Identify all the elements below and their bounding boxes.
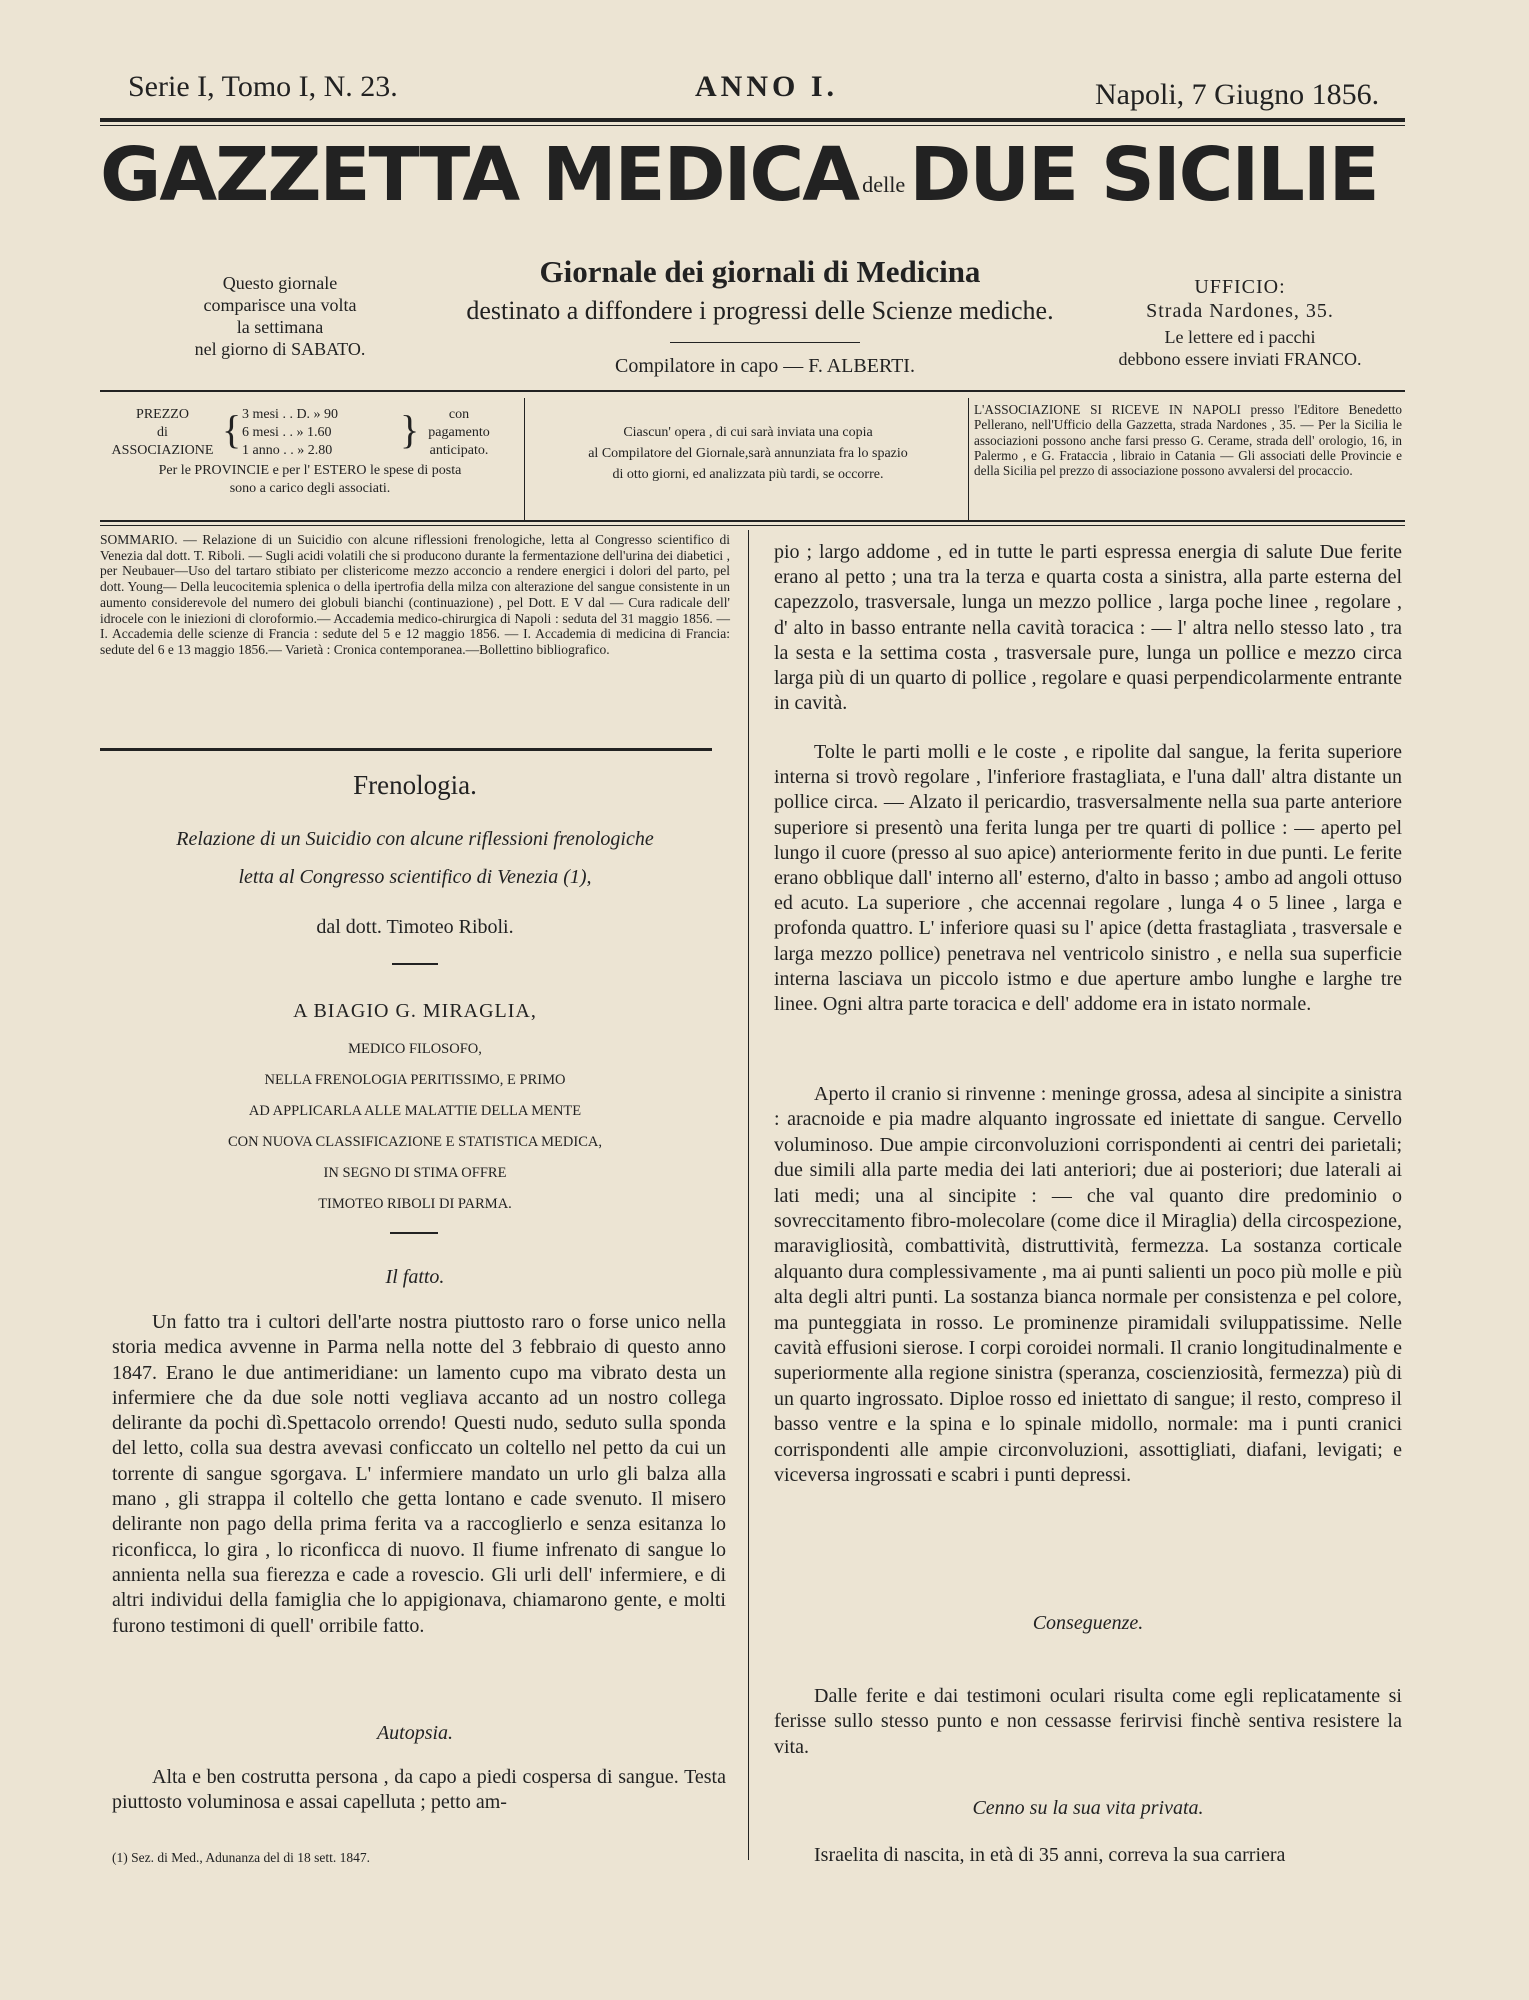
dedication-line: TIMOTEO RIBOLI DI PARMA. — [318, 1196, 512, 1212]
summary: SOMMARIO. — Relazione di un Suicidio con alcune riflessioni frenologiche, letta al Congresso scientifico di Venezia dal dott. T. Riboli. — Sugli acidi volatili che si producono durante la fermentazione dell'urina dei diabetici , per Neubauer—Uso del tartaro stibiato per clistericome mezzo acconcio a rendere energici i dolori del parto, pel dott. Young— Della leucocitemia splenica o della ipertrofia della milza con alterazione del sangue consistente in un aumento considerevole del numero dei globuli bianchi (continuazione) , pel Dott. E V dal — Cura radicale dell' idrocele con le iniezioni di cloroformio.— Accademia medico-chirurgica di Napoli : seduta del 31 maggio 1856. — I. Accademia delle scienze di Francia : sedute del 5 e 12 maggio 1856. — I. Accademia di medicina di Francia: sedute del 6 e 13 maggio 1856.— Varietà : Cronica contemporanea.—Bollettino bibliografico. — [100, 532, 730, 657]
article-title-line2: letta al Congresso scientifico di Venezia (1), — [238, 866, 592, 888]
autopsia-heading: Autopsia. — [376, 1722, 454, 1744]
article-author: dal dott. Timoteo Riboli. — [316, 916, 514, 938]
subtitle-rule — [670, 342, 860, 343]
right-para-3: Aperto il cranio si rinvenne : meninge grossa, adesa al sincipite a sinistra : aracnoide e pia madre alquanto ingrossate ed iniettate di sangue. Cervello voluminoso. Due ampie circonvoluzioni corrispondenti ai centri dei parietali; due simili alla parte media dei lati anteriori; due ai posteriori; due laterali ai lati medi; una al sincipite : — che val quanto dire predominio o sovreccitamento fibro-molecolare (come dice il Miraglia) della circospezione, maravigliosità, combattività, distruttività, fermezza. La sostanza corticale alquanto dura complessivamente , ma ai punti salienti un poco più molle e più alta degli altri punti. La sostanza bianca normale per consistenza e pel colore, ma punteggiata in rosso. Le prominenze piramidali sviluppatissime. Nelle cavità effusioni sierose. I corpi coroidei normali. Il cranio longitudinalmente e superiormente alla regione sinistra (speranza, coscienziosità, fermezza) più di un quarto ingrossato. Diploe rosso ed iniettato di sangue; il resto, compreso il basso ventre e la spina e lo spinale midollo, normale: ma i punti cranici corrispondenti alle ampie circonvoluzioni, assottigliati, diafani, levigati; e viceversa ingrossati e scabri i punti depressi. — [774, 1083, 1402, 1487]
office-note: Le lettere ed i pacchi debbono essere inviati FRANCO. — [1118, 327, 1362, 369]
issue-date: Napoli, 7 Giugno 1856. — [1095, 78, 1380, 111]
title-left: GAZZETTA MEDICA — [100, 132, 859, 218]
dedication-line: AD APPLICARLA ALLE MALATTIE DELLA MENTE — [248, 1103, 582, 1119]
dedication-line: IN SEGNO DI STIMA OFFRE — [323, 1165, 507, 1181]
footnote: (1) Sez. di Med., Adunanza del di 18 sett. 1847. — [112, 1850, 370, 1865]
price-row-1y: 1 anno . . » 2.80 — [242, 443, 333, 458]
title-delle: delle — [862, 172, 906, 197]
dedication-line: NELLA FRENOLOGIA PERITISSIMO, E PRIMO — [264, 1072, 566, 1088]
subtitle-2: destinato a diffondere i progressi delle Scienze mediche. — [466, 296, 1054, 325]
rule-mid — [100, 390, 1405, 392]
rule-box-bottom — [100, 520, 1405, 522]
summary-rule — [100, 748, 712, 751]
masthead-title — [100, 132, 1423, 218]
rule-top-thin — [100, 125, 1405, 126]
subscription-note: L'ASSOCIAZIONE SI RICEVE IN NAPOLI presso l'Editore Benedetto Pellerano, nell'Ufficio della Gazzetta, strada Nardones , 35. — Per la Sicilia le associazioni possono anche farsi presso G. Cerame, strada dell' orologio, 16, in Palermo , e G. Frataccia , libraio in Catania — Gli associati delle Provincie e della Sicilia pel prezzo di associazione possono avvalersi del procaccio. — [974, 402, 1402, 479]
cenno-text: Israelita di nascita, in età di 35 anni, correva la sua carriera — [814, 1844, 1286, 1866]
price-row-3m: 3 mesi . . D. » 90 — [242, 407, 339, 422]
box-divider-1 — [524, 398, 525, 520]
cenno-heading: Cenno su la sua vita privata. — [972, 1797, 1204, 1819]
dedication-lines — [100, 1034, 730, 1220]
price-provinces: Per le PROVINCIE e per l' ESTERO le spese di posta sono a carico degli associati. — [158, 463, 462, 496]
box-divider-2 — [968, 398, 969, 520]
publication-note: Questo giornale comparisce una volta la settimana nel giorno di SABATO. — [194, 273, 366, 359]
price-row-6m: 6 mesi . . » 1.60 — [242, 425, 332, 440]
title-right: DUE SICILIE — [909, 132, 1378, 218]
author-rule — [392, 963, 438, 965]
year-label: ANNO I. — [695, 70, 839, 103]
reviews-note: Ciascun' opera , di cui sarà inviata una copia al Compilatore del Giornale,sarà annunziata fra lo spazio di otto giorni, ed analizzata più tardi, se occorre. — [588, 425, 908, 482]
dedication-rule — [390, 1232, 438, 1234]
right-para-1: pio ; largo addome , ed in tutte le parti espressa energia di salute Due ferite erano al petto ; una tra la terza e quarta costa a sinistra, alla parte esterna del capezzolo, trasversale, lunga un mezzo pollice , larga poche linee , regolare , d' alto in basso entrante nella cavità toracica : — l' altra nello stesso lato , tra la sesta e la settima costa , trasversale pure, lunga un pollice e mezzo circa larga più di un quarto di pollice , regolare e quasi perpendicolarmente entrante in cavità. — [774, 541, 1402, 715]
series-info: Serie I, Tomo I, N. 23. — [128, 70, 398, 103]
dedication-name: A BIAGIO G. MIRAGLIA, — [293, 1000, 537, 1022]
brace-right: } — [400, 407, 420, 452]
autopsia-text: Alta e ben costrutta persona , da capo a piedi cospersa di sangue. Testa piuttosto voluminosa e assai capelluta ; petto am- — [112, 1766, 726, 1814]
compiler: Compilatore in capo — F. ALBERTI. — [615, 355, 915, 377]
right-para-2: Tolte le parti molli e le coste , e ripolite dal sangue, la ferita superiore interna si trovò regolare , l'inferiore frastagliata, e l'una dall' altra distante un pollice circa. — Alzato il pericardio, trasversalmente nella sua parte anteriore superiore si presentò una ferita lunga per tre quarti di pollice : — aperto pel lungo il cuore (presso al suo apice) anteriormente ferito in due punti. Le ferite erano obblique dall' interno all' esterno, d'alto in basso ; ambo ad angoli ottuso ed acuto. La superiore , che accennai regolare , lunga 4 o 5 linee , larga e profonda quattro. L' inferiore quasi su l' apice (detta frastagliata , trasversale e larga mezzo pollice) penetrava nel ventricolo sinistro , e nella sua superficie interna lasciava un piccolo istmo e due aperture ambo lunghe e larghe tre linee. Ogni altra parte toracica e dell' addome era in istato normale. — [774, 741, 1402, 1016]
rule-box-bottom-thin — [100, 525, 1405, 526]
column-divider — [748, 530, 749, 1860]
office-title: UFFICIO: — [1194, 276, 1286, 298]
subtitle: Giornale dei giornali di Medicina — [539, 254, 981, 289]
price-payment: con pagamento anticipato. — [428, 407, 490, 458]
conseguenze-heading: Conseguenze. — [1032, 1612, 1144, 1634]
fatto-heading: Il fatto. — [385, 1266, 445, 1288]
office-address: Strada Nardones, 35. — [1146, 300, 1334, 322]
section-title: Frenologia. — [353, 770, 477, 800]
price-label: PREZZO di ASSOCIAZIONE — [111, 407, 214, 458]
price-rows — [242, 406, 402, 460]
article-title-line1: Relazione di un Suicidio con alcune riflessioni frenologiche — [176, 828, 654, 850]
dedication-line: MEDICO FILOSOFO, — [348, 1041, 482, 1057]
fatto-text: Un fatto tra i cultori dell'arte nostra piuttosto raro o forse unico nella storia medica avvenne in Parma nella notte del 3 febbraio di questo anno 1847. Erano le due antimeridiane: un lamento cupo ma vibrato desta un infermiere che da due sole notti vegliava accanto ad un nostro collega delirante da pochi dì.Spettacolo orrendo! Questi nudo, seduto sulla sponda del letto, colla sua destra avevasi conficcato un coltello nel petto da cui un torrente di sangue sgorgava. L' infermiere mandato un urlo gli balza alla mano , gli strappa il coltello che getta lontano e cade svenuto. Il misero delirante non pago della prima ferita va a raccoglierlo e senza esitanza lo riconficca, lo gira , lo riconficca di nuovo. Il fiume infrenato di sangue lo annienta nella sua fierezza e cade a rovescio. Gli urli dell' infermiere, e di altri individui della famiglia che lo appigionava, chiamarono gente, e molti furono testimoni di quell' orribile fatto. — [112, 1311, 726, 1637]
dedication-line: CON NUOVA CLASSIFICAZIONE E STATISTICA MEDICA, — [228, 1134, 602, 1150]
conseguenze-text: Dalle ferite e dai testimoni oculari risulta come egli replicatamente si ferisse sullo stesso punto e non cessasse ferirvisi finchè sentiva resistere la vita. — [774, 1685, 1402, 1758]
rule-top — [100, 118, 1405, 122]
brace-left: { — [222, 407, 242, 452]
